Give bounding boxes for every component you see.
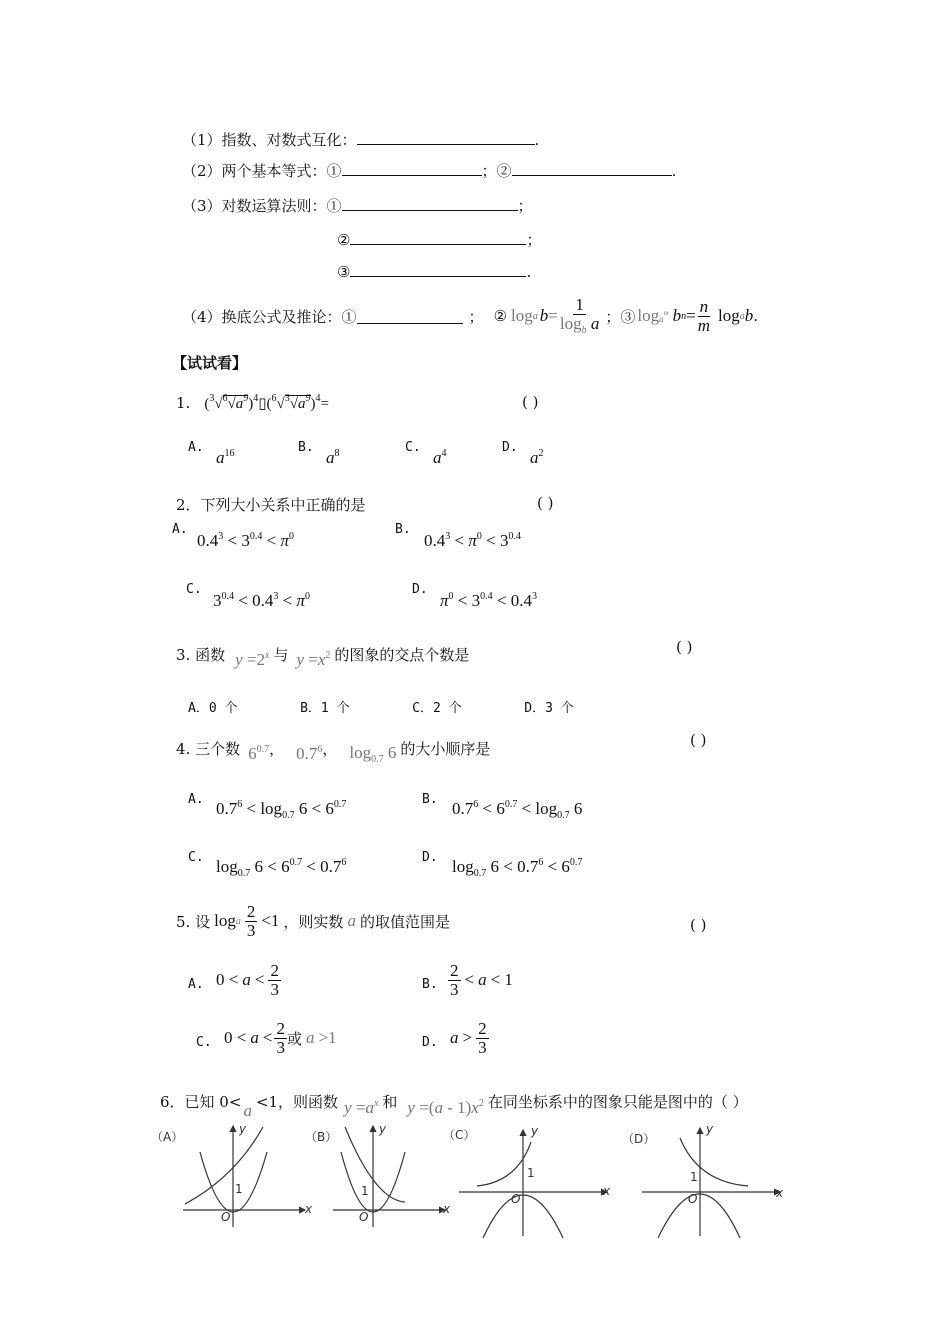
exponent: 4: [441, 448, 447, 459]
question-4: [176, 731, 490, 765]
section-title: 【试试看】: [172, 354, 248, 372]
q1-option-b-value: $a^8$: [326, 448, 340, 467]
question-3-stem-c: 的图象的交点个数是: [334, 645, 470, 664]
q1-option-c-value: $a^4$: [433, 448, 447, 467]
answer-blank[interactable]: [357, 130, 535, 145]
function-exp-a: $y =a^x$: [344, 1098, 379, 1117]
punct: ；: [517, 197, 533, 215]
q5-option-a-expr: 0 < a < $\frac{2}{3}$: [216, 961, 279, 999]
q5-option-b[interactable]: [422, 977, 438, 992]
function-square: $y =x^2$: [296, 650, 331, 669]
value-07-pow: $0.7^6$: [296, 744, 323, 763]
q5-option-c[interactable]: [196, 1035, 212, 1050]
answer-blank[interactable]: [342, 161, 482, 176]
review-item-3: [182, 195, 533, 216]
question-4-stem-c: 的大小顺序是: [400, 739, 491, 758]
tick-one-label: 1: [361, 1184, 369, 1198]
q4-option-b[interactable]: [422, 792, 438, 807]
question-1-expression: $(^3√^6√a^9)^4▯(^6√^3√a^9)^4=$: [204, 393, 329, 412]
q4-option-c[interactable]: [188, 850, 204, 865]
punct: ；②: [481, 162, 512, 180]
question-5-paren: ( ): [690, 916, 707, 934]
circled-3: ；③: [605, 307, 636, 326]
q5-option-d[interactable]: [422, 1035, 438, 1050]
question-number: 1.: [176, 394, 191, 412]
q4-option-a[interactable]: [188, 792, 204, 807]
circled-2: ②: [493, 307, 508, 326]
question-6: [160, 1081, 748, 1121]
punct: .: [753, 307, 759, 326]
question-2-paren: ( ): [537, 494, 554, 512]
graph-c[interactable]: [443, 1122, 617, 1240]
tick-one-label: 1: [527, 1166, 535, 1180]
question-5-stem-b: ，则实数: [283, 912, 344, 931]
option-letter: A.: [188, 977, 204, 992]
question-1-paren: ( ): [522, 393, 539, 411]
option-letter: B.: [422, 977, 438, 992]
punct: ；: [468, 307, 484, 326]
answer-blank[interactable]: [357, 309, 463, 324]
value-6-pow: $6^{0.7}$: [248, 744, 270, 763]
option-letter: A.: [188, 440, 204, 455]
option-letter: C.: [188, 850, 204, 865]
log-inequality: log a $\frac{2}{3}$ <1: [214, 902, 280, 940]
review-item-3-label: （3）对数运算法则：①: [182, 197, 342, 215]
origin-label: O: [221, 1210, 231, 1224]
circled-3: ③: [337, 263, 351, 281]
q2-option-d-expr: $\pi^0 < 3^{0.4} < 0.4^3$: [440, 591, 537, 610]
q2-option-c-expr: $3^{0.4} < 0.4^3 < \pi^0$: [213, 591, 310, 610]
q5-option-d-expr: a > $\frac{2}{3}$: [450, 1019, 487, 1057]
exponent: 2: [538, 448, 544, 459]
question-3: [176, 638, 469, 670]
q5-option-b-expr: $\frac{2}{3}$ < a < 1: [450, 961, 513, 999]
option-letter: C.: [186, 582, 202, 597]
x-axis-label: x: [776, 1186, 784, 1200]
question-6-stem-c: 和: [382, 1092, 398, 1111]
q2-option-d[interactable]: [412, 582, 428, 597]
y-axis-label: y: [706, 1122, 714, 1136]
x-axis-label: x: [603, 1184, 611, 1198]
q4-option-a-expr: $0.7^6 < \log_{0.7} 6 < 6^{0.7}$: [216, 799, 347, 821]
answer-blank[interactable]: [512, 161, 672, 176]
question-4-stem-a: 4. 三个数: [176, 739, 241, 758]
question-3-paren: ( ): [676, 638, 693, 656]
circled-2: ②: [337, 231, 351, 249]
q4-option-b-expr: $0.7^6 < 6^{0.7} < \log_{0.7} 6$: [452, 799, 583, 821]
review-item-3-rule-2: [337, 229, 541, 250]
graph-a[interactable]: [151, 1122, 315, 1232]
question-6-stem-b: <1，则函数: [255, 1092, 339, 1111]
function-exp: $y =2^x$: [235, 650, 270, 669]
punct: .: [534, 131, 540, 149]
option-letter: B.: [422, 792, 438, 807]
review-item-4: [182, 296, 758, 336]
q2-option-b[interactable]: [395, 522, 411, 537]
option-letter: D.: [502, 440, 518, 455]
review-item-2-label: （2）两个基本等式：①: [182, 162, 342, 180]
x-axis-label: x: [305, 1202, 313, 1216]
question-4-paren: ( ): [690, 731, 707, 749]
question-5-stem-c: 的取值范围是: [359, 912, 450, 931]
option-letter: D.: [422, 1035, 438, 1050]
variable-a: a: [243, 1101, 252, 1120]
tick-one-label: 1: [690, 1170, 698, 1184]
graph-label: （A）: [151, 1130, 184, 1144]
option-letter: C.: [196, 1035, 212, 1050]
variable-a: a: [347, 911, 356, 931]
y-axis-label: y: [531, 1124, 539, 1138]
answer-blank[interactable]: [350, 262, 526, 277]
review-item-1-label: （1）指数、对数式互化：: [182, 131, 357, 149]
q4-option-c-expr: $\log_{0.7} 6 < 6^{0.7} < 0.7^6$: [216, 857, 347, 879]
question-3-stem-a: 3. 函数: [176, 645, 226, 664]
punct: ，: [269, 739, 285, 758]
answer-blank[interactable]: [342, 196, 518, 211]
q1-option-a[interactable]: [188, 440, 204, 455]
q1-option-b[interactable]: [298, 440, 314, 455]
origin-label: O: [511, 1192, 521, 1206]
punct: .: [526, 263, 532, 281]
q2-option-a-expr: $0.4^3 < 3^{0.4} < \pi^0$: [197, 531, 294, 550]
q4-option-d[interactable]: [422, 850, 438, 865]
x-axis-label: x: [443, 1202, 451, 1216]
question-5-stem-a: 5. 设: [176, 912, 211, 931]
q1-option-c[interactable]: [405, 440, 421, 455]
q1-option-d[interactable]: [502, 440, 518, 455]
graph-label: （D）: [622, 1132, 656, 1146]
origin-label: O: [359, 1210, 369, 1224]
question-2-stem: 2．下列大小关系中正确的是: [176, 496, 366, 514]
graph-d[interactable]: [622, 1122, 788, 1240]
answer-blank[interactable]: [350, 230, 526, 245]
review-item-2: [182, 160, 676, 181]
option-letter: D.: [412, 582, 428, 597]
punct: ；: [526, 231, 542, 249]
q2-option-b-expr: $0.4^3 < \pi^0 < 3^{0.4}$: [424, 531, 521, 550]
option-letter: B.: [395, 522, 411, 537]
q2-option-c[interactable]: [186, 582, 202, 597]
graph-b[interactable]: [305, 1122, 465, 1232]
review-item-1: [182, 129, 539, 150]
q5-option-a[interactable]: [188, 977, 204, 992]
question-1: [176, 393, 329, 413]
punct: .: [671, 162, 677, 180]
y-axis-label: y: [379, 1122, 387, 1136]
graph-label: （B）: [305, 1130, 338, 1144]
option-letter: B.: [298, 440, 314, 455]
option-letter: D.: [422, 850, 438, 865]
question-6-stem-a: 6．已知 0<: [160, 1092, 242, 1111]
question-3-stem-b: 与: [273, 645, 289, 664]
function-parabola: $y =(a - 1)x^2$: [407, 1098, 484, 1117]
log-power-formula: log $a^m$ b n = $\frac{n}{m}$ log a b: [637, 296, 754, 335]
review-item-4-label: （4）换底公式及推论：①: [182, 307, 357, 326]
tick-one-label: 1: [235, 1182, 243, 1196]
y-axis-label: y: [239, 1122, 247, 1136]
question-5: [176, 903, 450, 940]
exponent: 8: [334, 448, 340, 459]
graph-label: （C）: [443, 1128, 476, 1142]
question-3-options[interactable]: A．0 个 B．1 个 C．2 个 D．3 个: [188, 701, 574, 716]
q2-option-a[interactable]: [172, 522, 188, 537]
review-item-3-rule-3: [337, 262, 531, 281]
or-word: 或: [286, 1031, 302, 1048]
punct: ，: [322, 739, 338, 758]
q1-option-d-value: $a^2$: [530, 448, 544, 467]
question-6-stem-d: 在同坐标系中的图象只能是图中的（ ）: [487, 1092, 748, 1111]
option-letter: A.: [172, 522, 188, 537]
option-letter: C.: [405, 440, 421, 455]
exponent: 16: [224, 448, 235, 459]
option-letter: A.: [188, 792, 204, 807]
origin-label: O: [688, 1192, 698, 1206]
q5-option-c-expr: 0 < a < $\frac{2}{3}$ 或 a >1: [224, 1019, 337, 1057]
change-of-base-formula: log a b = $\frac{1}{\log_b a}$: [511, 295, 600, 336]
q1-option-a-value: $a^{16}$: [216, 448, 235, 467]
value-log: $\log_{0.7} 6$: [349, 743, 397, 765]
q4-option-d-expr: $\log_{0.7} 6 < 0.7^6 < 6^{0.7}$: [452, 857, 583, 879]
